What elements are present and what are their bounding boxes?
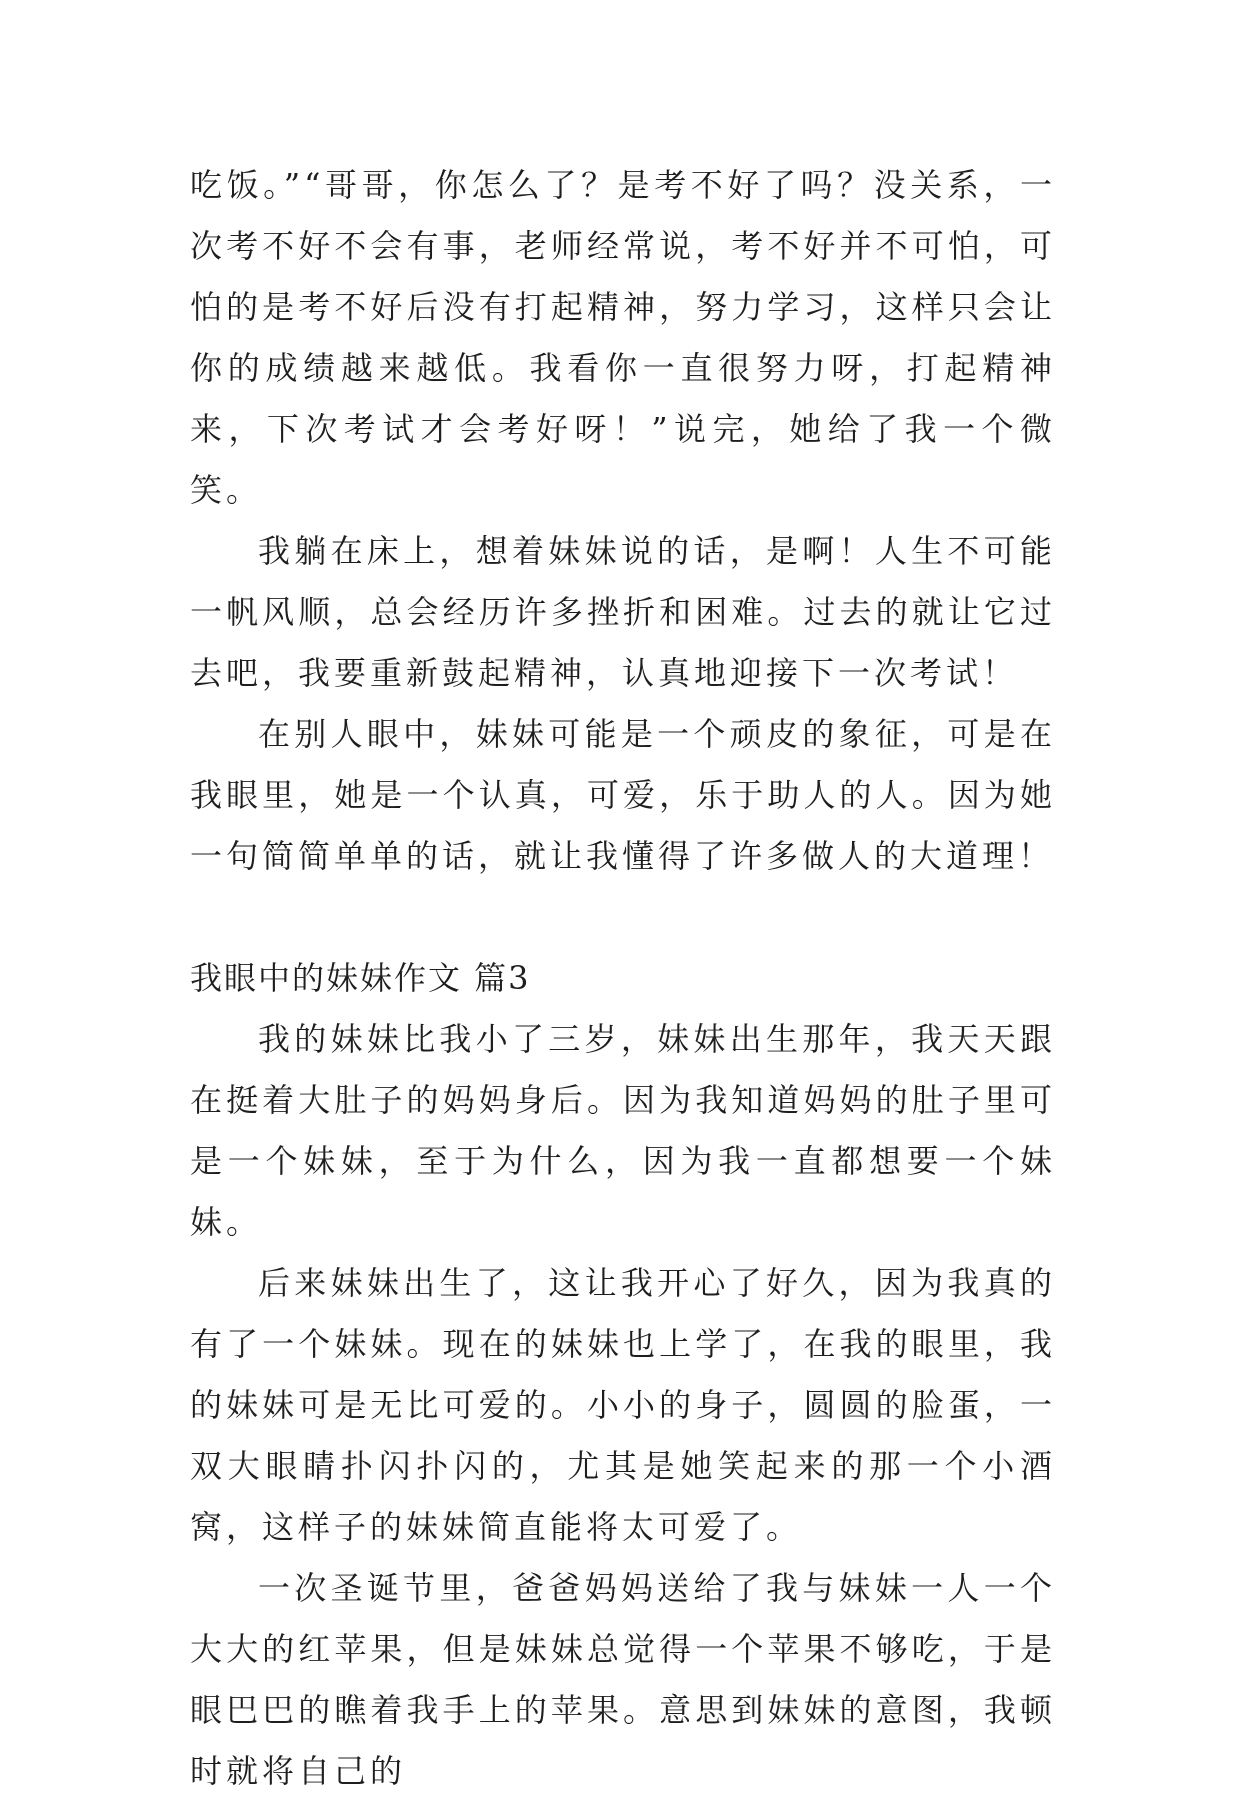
paragraph: 在别人眼中，妹妹可能是一个顽皮的象征，可是在我眼里，她是一个认真，可爱，乐于助人的人。因为她一句简简单单的话，就让我懂得了许多做人的大道理！ xyxy=(190,715,1056,875)
document-body xyxy=(190,155,1056,1802)
paragraph: 我的妹妹比我小了三岁，妹妹出生那年，我天天跟在挺着大肚子的妈妈身后。因为我知道妈妈的肚子里可是一个妹妹，至于为什么，因为我一直都想要一个妹妹。 xyxy=(190,1020,1056,1241)
paragraph: 吃饭。”“哥哥，你怎么了？是考不好了吗？没关系，一次考不好不会有事，老师经常说，考不好并不可怕，可怕的是考不好后没有打起精神，努力学习，这样只会让你的成绩越来越低。我看你一直很努力呀，打起精神来，下次考试才会考好呀！”说完，她给了我一个微笑。 xyxy=(190,166,1056,509)
paragraph: 我躺在床上，想着妹妹说的话，是啊！人生不可能一帆风顺，总会经历许多挫折和困难。过去的就让它过去吧，我要重新鼓起精神，认真地迎接下一次考试！ xyxy=(190,532,1056,692)
paragraph: 后来妹妹出生了，这让我开心了好久，因为我真的有了一个妹妹。现在的妹妹也上学了，在我的眼里，我的妹妹可是无比可爱的。小小的身子，圆圆的脸蛋，一双大眼睛扑闪扑闪的，尤其是她笑起来的那一个小酒窝，这样子的妹妹简直能将太可爱了。 xyxy=(190,1264,1056,1546)
section-heading: 我眼中的妹妹作文 篇3 xyxy=(190,959,531,997)
paragraph: 一次圣诞节里，爸爸妈妈送给了我与妹妹一人一个大大的红苹果，但是妹妹总觉得一个苹果不够吃，于是眼巴巴的瞧着我手上的苹果。意思到妹妹的意图，我顿时就将自己的 xyxy=(190,1569,1056,1790)
